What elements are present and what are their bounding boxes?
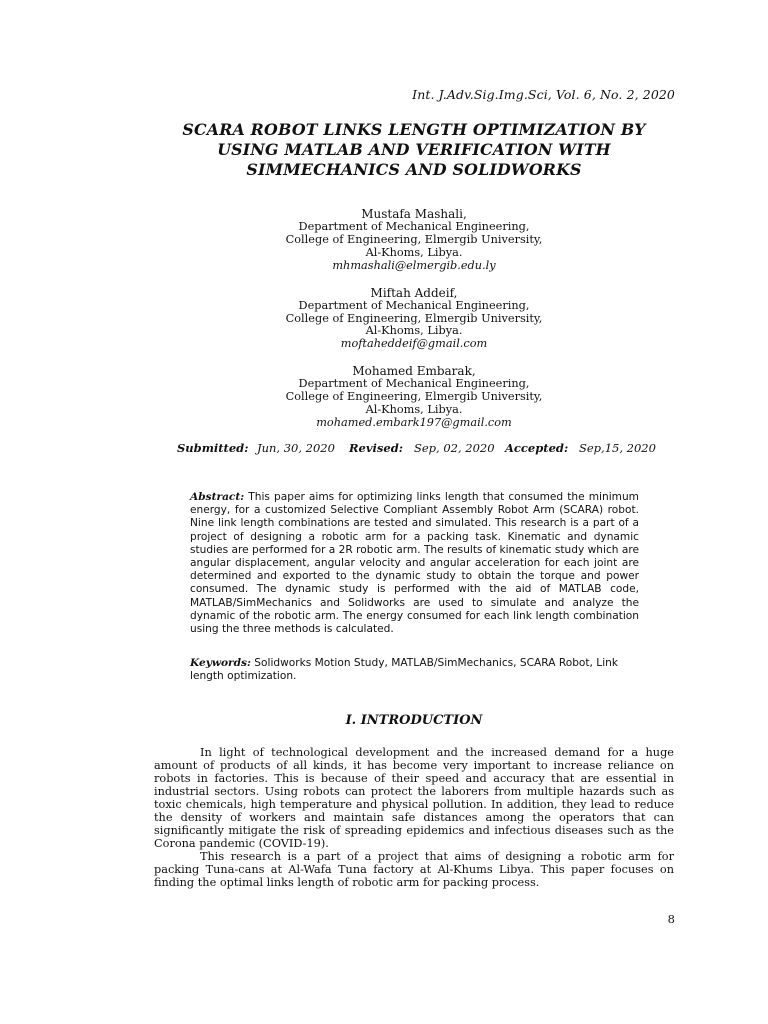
page-number: 8 (667, 912, 675, 926)
keywords (190, 657, 639, 683)
author-college: College of Engineering, Elmergib University, (285, 311, 543, 325)
keywords-label: Keywords: (190, 657, 251, 669)
abstract (190, 491, 639, 636)
title-line: USING MATLAB AND VERIFICATION WITH (217, 140, 611, 159)
submitted-date: Jun, 30, 2020 (257, 441, 335, 455)
introduction-body (154, 747, 674, 889)
author-department: Department of Mechanical Engineering, (298, 220, 530, 233)
paper-title (140, 120, 688, 180)
section-heading: I. INTRODUCTION (345, 713, 483, 728)
author-city: Al-Khoms, Libya. (365, 324, 463, 338)
author-department: Department of Mechanical Engineering, (298, 377, 530, 391)
accepted-date: Sep,15, 2020 (579, 441, 656, 455)
author-email: moftaheddeif@gmail.com (340, 337, 488, 351)
author-college: College of Engineering, Elmergib University, (285, 390, 543, 404)
author-name: Mustafa Mashali, (361, 207, 467, 221)
submitted-label: Submitted: (177, 441, 249, 455)
author-department: Department of Mechanical Engineering, (298, 298, 530, 312)
abstract-label: Abstract: (190, 491, 245, 503)
author-city: Al-Khoms, Libya. (365, 403, 463, 417)
body-paragraph: This research is a part of a project that aims of designing a robotic arm for packing Tuna-cans at Al-Wafa Tuna factory at Al-Khums Libya. This paper focuses on finding the optimal links length of robotic arm for packing process. (154, 849, 674, 889)
title-line: SCARA ROBOT LINKS LENGTH OPTIMIZATION BY (182, 120, 646, 139)
author-name: Miftah Addeif, (370, 285, 458, 300)
journal-reference: Int. J.Adv.Sig.Img.Sci, Vol. 6, No. 2, 2020 (412, 87, 675, 102)
author-block (200, 364, 628, 430)
author-block (200, 286, 628, 352)
author-college: College of Engineering, Elmergib University, (285, 232, 543, 246)
accepted-label: Accepted: (505, 441, 569, 455)
author-block (200, 207, 628, 273)
abstract-text: This paper aims for optimizing links length that consumed the minimum energy, for a customized Selective Compliant Assembly Robot Arm (SCARA) robot. Nine link length combinations are tested and simulated. This research is a part of a project of designing a robotic arm for a packing task. Kinematic and dynamic studies are performed for a 2R robotic arm. The results of kinematic study which are angular displacement, angular velocity and angular acceleration for each joint are determined and exported to the dynamic study to obtain the torque and power consumed. The dynamic study is performed with the aid of MATLAB code, MATLAB/SimMechanics and Solidworks are used to simulate and analyze the dynamic of the robotic arm. The energy consumed for each link length combination using the three methods is calculated. (190, 491, 639, 636)
revised-label: Revised: (349, 441, 404, 455)
keywords-text: Solidworks Motion Study, MATLAB/SimMechanics, SCARA Robot, Link length optimization. (190, 657, 618, 683)
author-name: Mohamed Embarak, (352, 364, 476, 379)
author-list (200, 207, 628, 443)
body-paragraph: In light of technological development and the increased demand for a huge amount of products of all kinds, it has become very important to increase reliance on robots in factories. This is because of their speed and accuracy that are essential in industrial sectors. Using robots can protect the laborers from multiple hazards such as toxic chemicals, high temperature and physical pollution. In addition, they lead to reduce the density of workers and maintain safe distances among the operators that can significantly mitigate the risk of spreading epidemics and infectious diseases such as the Corona pandemic (COVID-19). (154, 746, 674, 850)
title-line: SIMMECHANICS AND SOLIDWORKS (246, 160, 582, 179)
author-email: mohamed.embark197@gmail.com (316, 415, 512, 429)
author-city: Al-Khoms, Libya. (365, 245, 463, 259)
revised-date: Sep, 02, 2020 (414, 441, 495, 455)
author-email: mhmashali@elmergib.edu.ly (332, 258, 496, 272)
